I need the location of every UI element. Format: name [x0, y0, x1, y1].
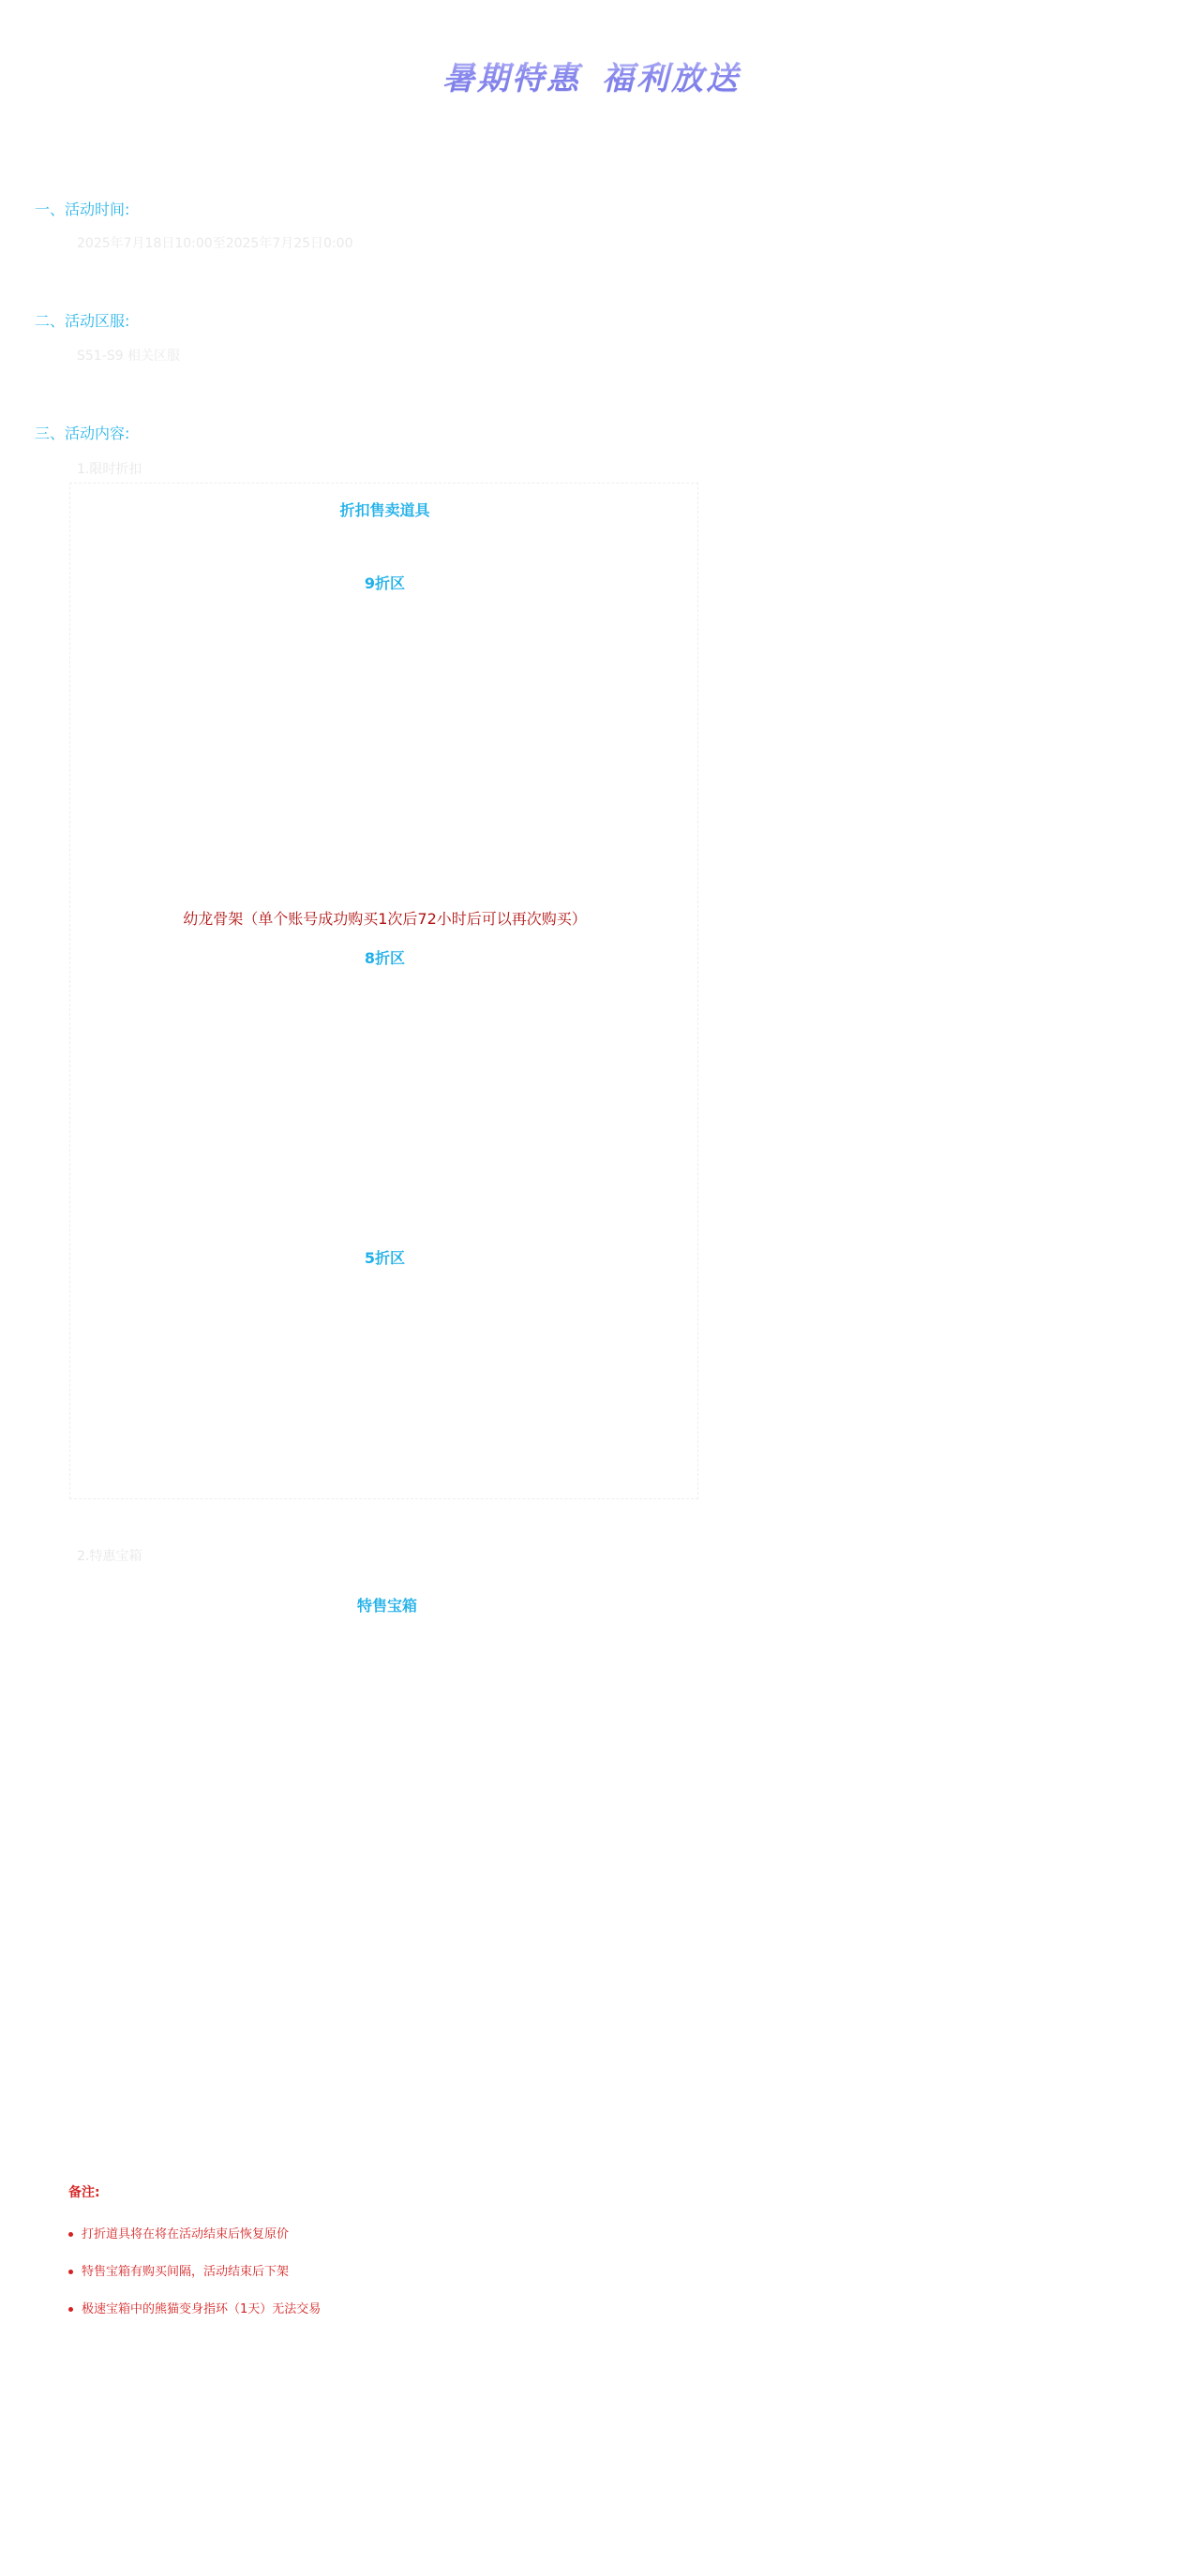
- discount-items-title: 折扣售卖道具: [339, 501, 430, 519]
- remarks-item: [68, 2263, 725, 2282]
- sub-heading-special-chest: 2.特惠宝箱: [77, 1549, 142, 1564]
- remarks-title: 备注:: [68, 2185, 100, 2200]
- zone-90-heading: 9折区: [364, 574, 406, 592]
- section-heading-time: 一、活动时间:: [35, 201, 130, 218]
- zone-50-heading: 5折区: [364, 1249, 406, 1267]
- discount-items-panel: [69, 483, 698, 1499]
- remarks-item-text: 打折道具将在将在活动结束后恢复原价: [82, 2227, 290, 2241]
- page-title-part-2: 福利放送: [602, 60, 741, 97]
- remarks-item-text: 极速宝箱中的熊猫变身指环（1天）无法交易: [82, 2302, 322, 2316]
- zone-80-heading: 8折区: [364, 949, 406, 967]
- page-title: [0, 52, 1183, 98]
- remarks-item: [68, 2226, 725, 2244]
- special-chest-title: 特售宝箱: [356, 1597, 417, 1615]
- bullet-icon: [68, 2307, 73, 2312]
- remarks-item-text: 特售宝箱有购买间隔，活动结束后下架: [82, 2265, 290, 2279]
- bullet-icon: [68, 2270, 73, 2274]
- zone-90-item-note: 幼龙骨架（单个账号成功购买1次后72小时后可以再次购买）: [183, 910, 587, 928]
- sub-heading-limited-discount: 1.限时折扣: [77, 462, 142, 477]
- section-heading-content: 三、活动内容:: [35, 424, 130, 442]
- page-title-part-1: 暑期特惠: [442, 60, 581, 97]
- section-heading-server: 二、活动区服:: [35, 312, 130, 330]
- activity-time-value: 2025年7月18日10:00至2025年7月25日0:00: [77, 236, 353, 251]
- activity-server-value: S51-S9 相关区服: [77, 349, 180, 364]
- remarks-list: [68, 2226, 725, 2319]
- remarks-block: [68, 2183, 725, 2338]
- remarks-item: [68, 2301, 725, 2319]
- bullet-icon: [68, 2232, 73, 2237]
